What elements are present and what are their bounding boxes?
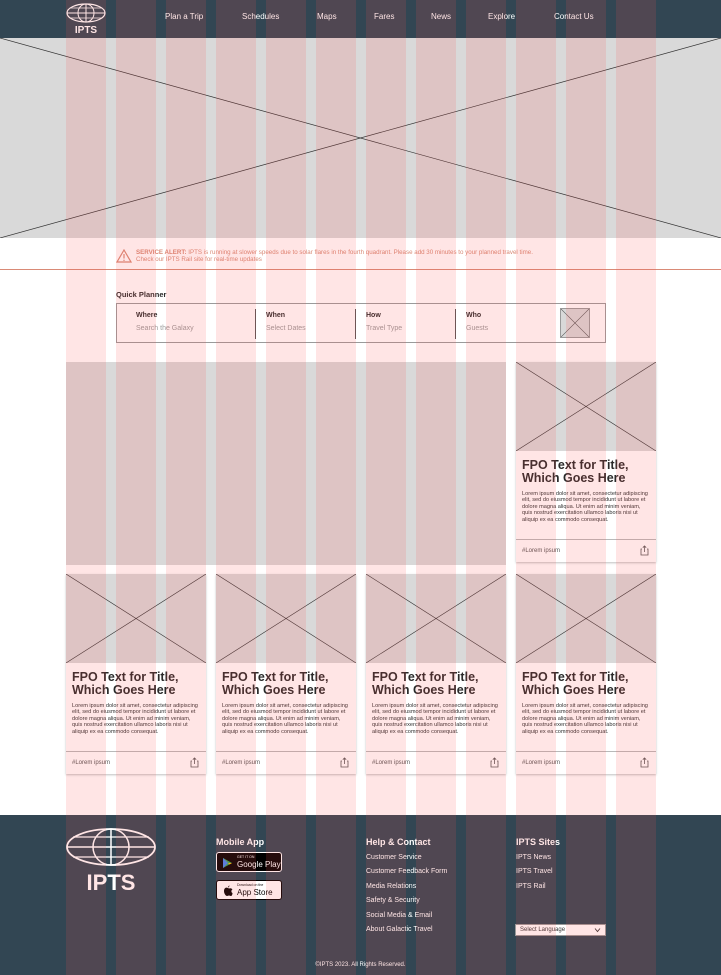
- footer-link-ipts-news[interactable]: IPTS News: [516, 854, 552, 861]
- share-icon[interactable]: [190, 757, 199, 768]
- how-field[interactable]: [347, 304, 457, 342]
- card-title: FPO Text for Title, Which Goes Here: [222, 670, 329, 697]
- content-card[interactable]: [66, 574, 206, 774]
- content-card[interactable]: [516, 362, 656, 562]
- card-divider: [516, 539, 656, 540]
- nav-explore[interactable]: Explore: [488, 12, 516, 21]
- card-image-placeholder: [516, 574, 656, 663]
- nav-maps[interactable]: Maps: [317, 12, 337, 21]
- share-icon[interactable]: [640, 757, 649, 768]
- apple-icon: [223, 885, 233, 897]
- language-select[interactable]: [515, 924, 606, 936]
- google-play-badge[interactable]: [216, 852, 282, 872]
- alert-body: IPTS is running at slower speeds due to solar flares in the fourth quadrant. Please add 30 minutes to your planned travel time.: [188, 249, 533, 256]
- search-submit-button[interactable]: [560, 308, 590, 338]
- app-store-big-text: App Store: [237, 888, 273, 897]
- google-play-icon: [222, 857, 233, 869]
- help-contact-heading: Help & Contact: [366, 837, 431, 847]
- card-body: Lorem ipsum dolor sit amet, consectetur adipiscing elit, sed do eiusmod tempor incididunt ut labore et dolore magna aliqua. Ut enim ad minim veniam, quis nostrud exercitation ullamco laboris nisi ut aliquip ex ea commodo consequat.: [372, 703, 498, 735]
- placeholder-cross-icon: [561, 309, 589, 337]
- footer-link-safety-security[interactable]: Safety & Security: [366, 897, 420, 904]
- where-input[interactable]: Search the Galaxy: [136, 325, 194, 332]
- warning-icon: [116, 249, 132, 263]
- where-field[interactable]: [117, 304, 255, 342]
- card-image-placeholder: [216, 574, 356, 663]
- when-input[interactable]: Select Dates: [266, 325, 306, 332]
- card-title: FPO Text for Title, Which Goes Here: [522, 670, 629, 697]
- card-tag[interactable]: #Lorem ipsum: [522, 760, 561, 766]
- nav-plan-a-trip[interactable]: Plan a Trip: [165, 12, 204, 21]
- card-tag[interactable]: #Lorem ipsum: [72, 760, 111, 766]
- placeholder-cross-icon: [366, 574, 506, 663]
- svg-text:IPTS: IPTS: [86, 870, 136, 893]
- quick-planner-form: [116, 303, 606, 343]
- card-divider: [66, 751, 206, 752]
- app-store-small-text: Download on the: [237, 883, 264, 887]
- content-card[interactable]: [366, 574, 506, 774]
- card-image-placeholder: [66, 574, 206, 663]
- when-field[interactable]: [247, 304, 357, 342]
- who-label: Who: [466, 312, 482, 319]
- card-body: Lorem ipsum dolor sit amet, consectetur adipiscing elit, sed do eiusmod tempor incididunt ut labore et dolore magna aliqua. Ut enim ad minim veniam, quis nostrud exercitation ullamco laboris nisi ut aliquip ex ea commodo consequat.: [72, 703, 198, 735]
- placeholder-cross-icon: [516, 574, 656, 663]
- card-divider: [366, 751, 506, 752]
- mobile-app-heading: Mobile App: [216, 837, 265, 847]
- card-tag[interactable]: #Lorem ipsum: [372, 760, 411, 766]
- placeholder-cross-icon: [0, 38, 721, 238]
- card-divider: [516, 751, 656, 752]
- alert-prefix: SERVICE ALERT:: [136, 249, 187, 256]
- copyright-text: ©IPTS 2023. All Rights Reserved.: [315, 962, 406, 968]
- share-icon[interactable]: [490, 757, 499, 768]
- who-field[interactable]: [447, 304, 547, 342]
- footer-link-feedback-form[interactable]: Customer Feedback Form: [366, 868, 448, 875]
- footer-link-ipts-rail[interactable]: IPTS Rail: [516, 883, 546, 890]
- site-header: [0, 0, 721, 38]
- svg-text:IPTS: IPTS: [74, 25, 98, 35]
- nav-schedules[interactable]: Schedules: [242, 12, 280, 21]
- card-body: Lorem ipsum dolor sit amet, consectetur adipiscing elit, sed do eiusmod tempor incididunt ut labore et dolore magna aliqua. Ut enim ad minim veniam, quis nostrud exercitation ullamco laboris nisi ut aliquip ex ea commodo consequat.: [222, 703, 348, 735]
- google-play-big-text: Google Play: [237, 860, 281, 869]
- card-title: FPO Text for Title, Which Goes Here: [372, 670, 479, 697]
- card-tag[interactable]: #Lorem ipsum: [522, 548, 561, 554]
- nav-contact-us[interactable]: Contact Us: [554, 12, 594, 21]
- when-label: When: [266, 312, 286, 319]
- footer-link-customer-service[interactable]: Customer Service: [366, 854, 422, 861]
- footer-link-social-media[interactable]: Social Media & Email: [366, 912, 433, 919]
- who-input[interactable]: Guests: [466, 325, 489, 332]
- placeholder-cross-icon: [66, 574, 206, 663]
- card-tag[interactable]: #Lorem ipsum: [222, 760, 261, 766]
- quick-planner-title: Quick Planner: [116, 290, 167, 299]
- card-title: FPO Text for Title, Which Goes Here: [522, 458, 629, 485]
- main-nav: [0, 0, 721, 38]
- card-body: Lorem ipsum dolor sit amet, consectetur adipiscing elit, sed do eiusmod tempor incididunt ut labore et dolore magna aliqua. Ut enim ad minim veniam, quis nostrud exercitation ullamco laboris nisi ut aliquip ex ea commodo consequat.: [522, 491, 648, 523]
- how-label: How: [366, 312, 381, 319]
- share-icon[interactable]: [340, 757, 349, 768]
- google-play-small-text: GET IT ON: [237, 855, 255, 859]
- site-footer: [0, 815, 721, 975]
- alert-message: [136, 250, 606, 263]
- where-label: Where: [136, 312, 158, 319]
- content-card[interactable]: [216, 574, 356, 774]
- card-image-placeholder: [366, 574, 506, 663]
- card-image-placeholder: [516, 362, 656, 451]
- card-divider: [216, 751, 356, 752]
- service-alert-banner: [0, 238, 721, 270]
- footer-link-media-relations[interactable]: Media Relations: [366, 883, 417, 890]
- content-card[interactable]: [516, 574, 656, 774]
- ipts-sites-heading: IPTS Sites: [516, 837, 561, 847]
- featured-content-placeholder: [66, 362, 506, 565]
- placeholder-cross-icon: [516, 362, 656, 451]
- app-store-badge[interactable]: [216, 880, 282, 900]
- language-select-value: Select Language: [520, 927, 566, 933]
- alert-rail-link[interactable]: Check our IPTS Rail site for real-time updates: [136, 255, 262, 263]
- placeholder-cross-icon: [216, 574, 356, 663]
- nav-news[interactable]: News: [431, 12, 452, 21]
- footer-link-ipts-travel[interactable]: IPTS Travel: [516, 868, 553, 875]
- how-input[interactable]: Travel Type: [366, 325, 403, 332]
- card-title: FPO Text for Title, Which Goes Here: [72, 670, 179, 697]
- footer-link-about[interactable]: About Galactic Travel: [366, 926, 433, 933]
- ipts-logo-icon[interactable]: [65, 827, 157, 893]
- chevron-down-icon: [594, 927, 601, 933]
- hero-image-placeholder: [0, 38, 721, 238]
- share-icon[interactable]: [640, 545, 649, 556]
- nav-fares[interactable]: Fares: [374, 12, 395, 21]
- card-body: Lorem ipsum dolor sit amet, consectetur adipiscing elit, sed do eiusmod tempor incididunt ut labore et dolore magna aliqua. Ut enim ad minim veniam, quis nostrud exercitation ullamco laboris nisi ut aliquip ex ea commodo consequat.: [522, 703, 648, 735]
